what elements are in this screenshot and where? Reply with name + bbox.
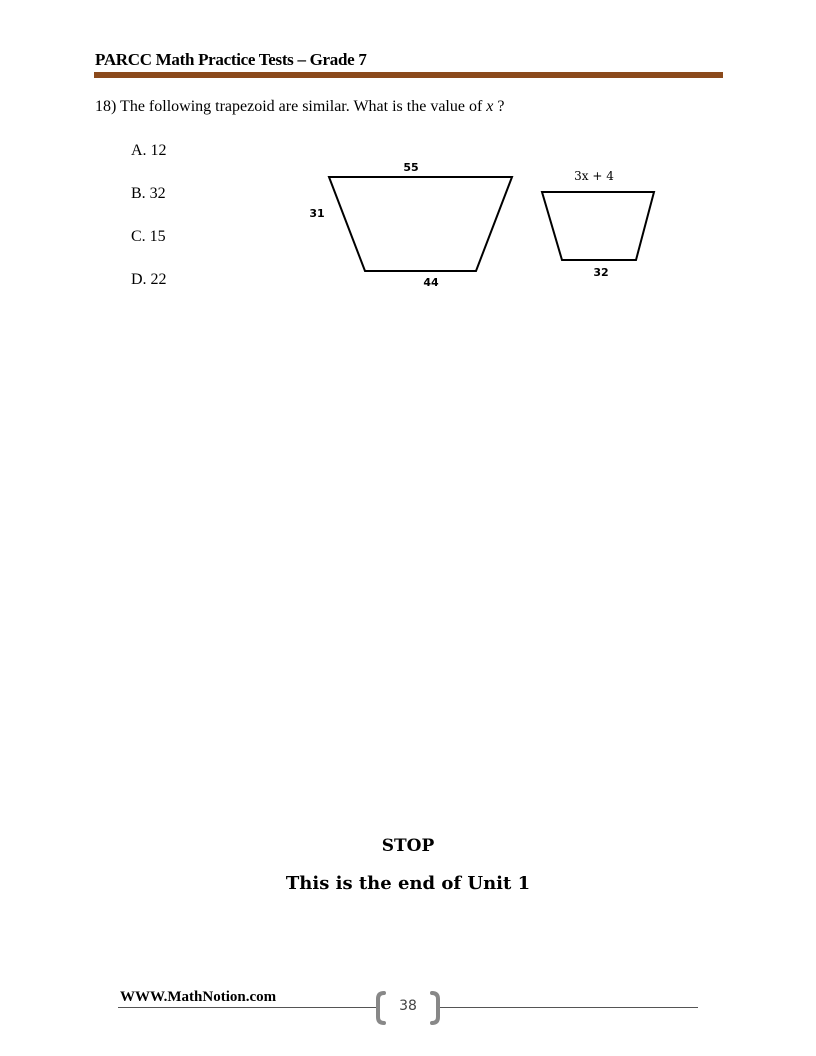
question-prefix: 18) The following trapezoid are similar. What is the value of: [95, 98, 487, 115]
footer-website: WWW.MathNotion.com: [120, 989, 277, 1005]
large-top-label: 55: [403, 161, 419, 174]
choice-a[interactable]: A. 12: [131, 142, 167, 159]
question-text: [95, 98, 505, 116]
choice-c[interactable]: C. 15: [131, 228, 166, 245]
question-variable: x: [486, 98, 494, 115]
footer-rule-left: [118, 1007, 378, 1008]
choice-b[interactable]: B. 32: [131, 185, 166, 202]
small-bottom-label: 32: [593, 266, 609, 279]
end-of-unit-message: This is the end of Unit 1: [285, 873, 531, 894]
stop-heading: STOP: [381, 836, 435, 856]
large-side-label: 31: [309, 207, 325, 220]
small-trapezoid: [542, 192, 654, 260]
question-suffix: ?: [493, 98, 505, 115]
footer-rule-right: [438, 1007, 698, 1008]
answer-choices: [131, 142, 167, 314]
large-bottom-label: 44: [423, 276, 439, 289]
choice-d[interactable]: D. 22: [131, 271, 167, 288]
page-number: 38: [399, 998, 417, 1014]
large-trapezoid: [329, 177, 512, 271]
page-header-title: PARCC Math Practice Tests – Grade 7: [95, 50, 367, 69]
trapezoid-figure: [300, 155, 670, 300]
header-rule: [94, 72, 723, 78]
small-top-label: 3x + 4: [574, 169, 614, 183]
